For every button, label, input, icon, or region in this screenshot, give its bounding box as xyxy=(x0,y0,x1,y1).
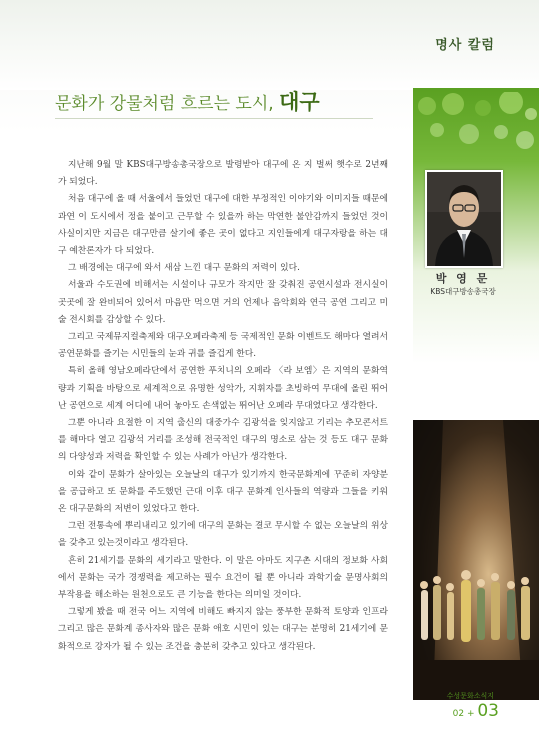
article-title-main: 문화가 강물처럼 흐르는 도시, xyxy=(55,94,280,114)
author-name: 박 영 문 xyxy=(435,272,491,285)
section-label: 명사 칼럼 xyxy=(435,38,495,53)
paragraph: 그 배경에는 대구에 와서 새삼 느낀 대구 문화의 저력이 있다. xyxy=(68,263,300,274)
article-title-highlight: 대구 xyxy=(279,90,320,114)
paragraph: 특히 올해 영남오페라단에서 공연한 푸치니의 오페라 〈라 보엠〉은 지역의 문화역량과 기획을 바탕으로 세계적으로 유명한 성악가, 지휘자를 초빙하여 무대에 올린 뛰어난 공연으로 세계 어디에 내어 놓아도 손색없는 뛰어난 오페라 무대였다고 생각한다. xyxy=(58,366,388,411)
article-body xyxy=(58,157,388,656)
paragraph: 그렇게 봤을 때 전국 어느 지역에 비해도 빠지지 않는 풍부한 문화적 토양과 인프라 그리고 많은 문화계 종사자와 많은 문화 애호 시민이 있는 대구는 분명히 21세기에 문화적으로 강자가 될 수 있는 조건을 충분히 갖추고 있다고 생각된다. xyxy=(58,607,388,652)
paragraph: 처음 대구에 올 때 서울에서 들었던 대구에 대한 부정적인 이야기와 이미지들 때문에 과연 이 도시에서 정을 붙이고 근무할 수 있을까 하는 막연한 불안감까지 들었던 것이 사실이지만 지금은 대구만큼 살기에 좋은 곳이 없다고 지인들에게 대구자랑을 하는 대구 예찬론자가 다 되었다. xyxy=(58,194,388,257)
article-title xyxy=(55,86,320,116)
page-number-main: 03 xyxy=(477,701,499,721)
author-portrait xyxy=(425,170,503,268)
paragraph: 흔히 21세기를 문화의 세기라고 말한다. 이 말은 아마도 지구촌 시대의 정보화 사회에서 문화는 국가 경쟁력을 제고하는 필수 요건이 될 뿐 아니라 과학기술 문명사회의 부작용을 해소하는 원천으로도 큰 기능을 한다는 의미일 것이다. xyxy=(58,555,388,601)
paragraph: 그런 전통속에 뿌리내리고 있기에 대구의 문화는 결코 무시할 수 없는 오늘날의 위상을 갖추고 있는것이라고 생각된다. xyxy=(58,521,388,549)
page-number xyxy=(453,701,499,721)
paragraph: 서울과 수도권에 비해서는 시설이나 규모가 작지만 잘 갖춰진 공연시설과 전시실이 곳곳에 잘 완비되어 있어서 마음만 먹으면 거의 언제나 음악회와 연극 공연 그리고 미술 전시회를 감상할 수 있다. xyxy=(58,280,388,325)
paragraph: 지난해 9월 말 KBS대구방송총국장으로 발령받아 대구에 온 지 벌써 햇수로 2년째가 되었다. xyxy=(58,160,388,188)
decorative-dots xyxy=(413,92,539,172)
title-divider xyxy=(55,118,373,119)
paragraph: 그리고 국제뮤지컬축제와 대구오페라축제 등 국제적인 문화 이벤트도 해마다 열려서 공연문화를 즐기는 시민들의 눈과 귀를 즐겁게 한다. xyxy=(58,332,388,360)
magazine-name: 수성문화소식지 xyxy=(446,692,494,700)
author-role: KBS대구방송총국장 xyxy=(430,287,496,296)
page-prefix: 02 + xyxy=(452,709,478,719)
paragraph: 이와 같이 문화가 살아있는 오늘날의 대구가 있기까지 한국문화계에 꾸준히 자양분을 공급하고 또 문화를 주도했던 근대 이후 대구 문화계 인사들의 역량과 그들을 키워온 대구문화의 저변이 있었다고 한다. xyxy=(58,469,388,515)
paragraph: 그뿐 아니라 요절한 이 지역 출신의 대중가수 김광석을 잊지않고 기리는 추모콘서트를 해마다 열고 김광석 거리를 조성해 전국적인 대구의 명소로 삼는 것 등도 대구 문화의 다양성과 저력을 확인할 수 있는 사례가 아닌가 생각한다. xyxy=(58,418,388,463)
opera-stage-photo xyxy=(413,420,539,700)
